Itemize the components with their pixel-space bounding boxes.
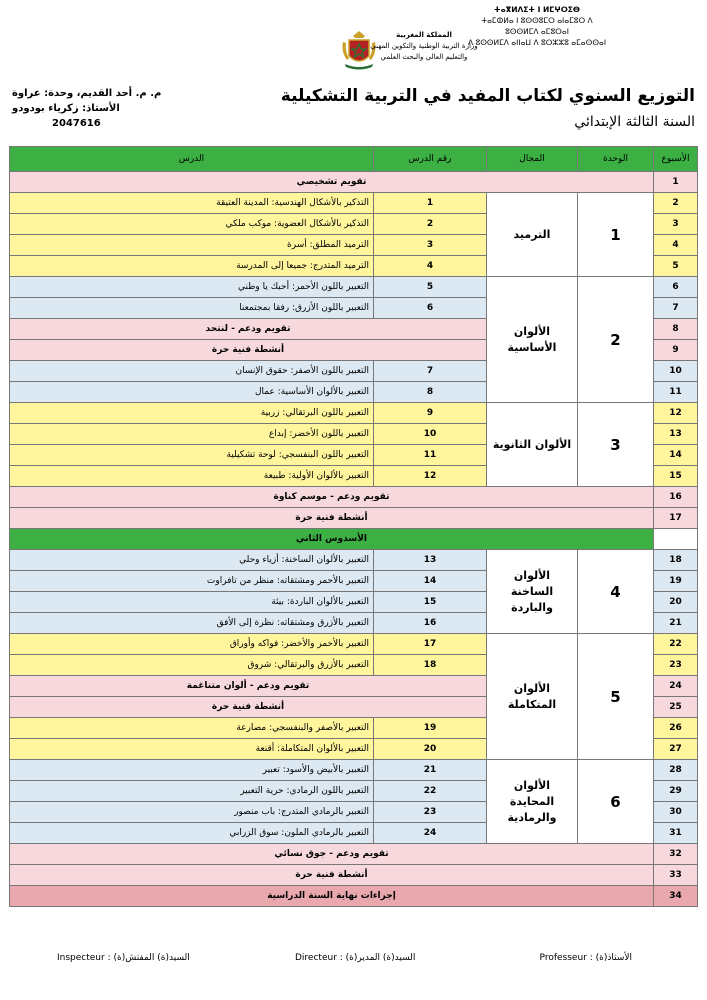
lesson-title: التعبير بالألوان الأولية: طبيعة [10,466,374,487]
table-body [10,172,698,907]
footer-professeur: Professeur : الأستاذ(ة) [539,953,632,963]
footer-directeur: Directeur : السيد(ة) المدير(ة) [295,953,416,963]
table-row [10,844,698,865]
unit-number: 4 [578,550,654,634]
activity-title: تقويم ودعم - ألوان متناغمة [10,676,487,697]
week-number: 16 [654,487,698,508]
lesson-number: 24 [374,823,487,844]
lesson-number: 10 [374,424,487,445]
week-number: 26 [654,718,698,739]
table-row [10,760,698,781]
lesson-title: التعبير باللون الأخضر: إبداع [10,424,374,445]
lesson-number: 23 [374,802,487,823]
lesson-title: التعبير بالأصفر والبنفسجي: مصارعة [10,718,374,739]
table-row [10,277,698,298]
table-row [10,865,698,886]
week-number: 22 [654,634,698,655]
footer-inspecteur: Inspecteur : السيد(ة) المفتش(ة) [57,953,190,963]
lesson-number: 8 [374,382,487,403]
lesson-title: التعبير باللون البنفسجي: لوحة تشكيلية [10,445,374,466]
lesson-title: التذكير بالأشكال الهندسية: المدينة العتيقة [10,193,374,214]
table-row [10,529,698,550]
week-number: 8 [654,319,698,340]
week-number: 34 [654,886,698,907]
week-number: 3 [654,214,698,235]
lesson-title: التعبير بالأحمر ومشتقاته: منظر من تافراوت [10,571,374,592]
row-title: أنشطة فنية حرة [10,865,654,886]
row-title: تقويم تشخيصي [10,172,654,193]
row-title: تقويم ودعم - جوق نسائي [10,844,654,865]
week-number: 31 [654,823,698,844]
week-number: 21 [654,613,698,634]
week-number: 10 [654,361,698,382]
lesson-number: 7 [374,361,487,382]
domain-name: الألوان المتكاملة [487,634,578,760]
lesson-number: 3 [374,235,487,256]
lesson-number: 17 [374,634,487,655]
unit-number: 5 [578,634,654,760]
lesson-title: التعبير بالألوان الباردة: بيئة [10,592,374,613]
lesson-number: 11 [374,445,487,466]
domain-name: الألوان المحايدة والرمادية [487,760,578,844]
week-number: 15 [654,466,698,487]
lesson-number: 22 [374,781,487,802]
lesson-number: 21 [374,760,487,781]
lesson-number: 12 [374,466,487,487]
unit-number: 2 [578,277,654,403]
lesson-title: التعبير بالألوان الأساسية: عمال [10,382,374,403]
lesson-title: التعبير بالرمادي الملون: سوق الزرابي [10,823,374,844]
row-title: الأسدوس الثاني [10,529,654,550]
week-number: 12 [654,403,698,424]
week-number: 25 [654,697,698,718]
week-number: 9 [654,340,698,361]
document-title: التوزيع السنوي لكتاب المفيد في التربية التشكيلية [280,86,695,106]
lesson-title: التعبير باللون الأصفر: حقوق الإنسان [10,361,374,382]
week-number: 14 [654,445,698,466]
table-row [10,193,698,214]
teacher-id: 2047616 [52,118,101,129]
lesson-title: التعبير باللون الرمادي: حرية التعبير [10,781,374,802]
week-number: 6 [654,277,698,298]
week-number: 1 [654,172,698,193]
col-week: الأسبوع [654,147,698,172]
lesson-number: 4 [374,256,487,277]
lesson-number: 1 [374,193,487,214]
lesson-number: 16 [374,613,487,634]
domain-name: الألوان الثانوية [487,403,578,487]
domain-name: الترميد [487,193,578,277]
activity-title: أنشطة فنية حرة [10,697,487,718]
col-unit: الوحدة [578,147,654,172]
week-number: 17 [654,508,698,529]
lesson-title: الترميد المطلق: أسرة [10,235,374,256]
table-row [10,508,698,529]
lesson-number: 2 [374,214,487,235]
annual-distribution-table [9,146,698,907]
col-lesson-no: رقم الدرس [374,147,487,172]
unit-number: 3 [578,403,654,487]
lesson-number: 9 [374,403,487,424]
week-number: 30 [654,802,698,823]
lesson-title: التعبير بالألوان المتكاملة: أقنعة [10,739,374,760]
lesson-title: التعبير بالأزرق ومشتقاته: نظرة إلى الأفق [10,613,374,634]
week-number: 7 [654,298,698,319]
week-number: 2 [654,193,698,214]
table-row [10,634,698,655]
week-number [654,529,698,550]
lesson-number: 18 [374,655,487,676]
table-row [10,550,698,571]
lesson-number: 6 [374,298,487,319]
lesson-title: التعبير باللون الأحمر: أحبك يا وطني [10,277,374,298]
lesson-title: التعبير بالأزرق والبرتقالي: شروق [10,655,374,676]
lesson-title: التعبير باللون البرتقالي: زربية [10,403,374,424]
row-title: أنشطة فنية حرة [10,508,654,529]
week-number: 18 [654,550,698,571]
table-row [10,487,698,508]
week-number: 13 [654,424,698,445]
lesson-number: 5 [374,277,487,298]
domain-name: الألوان الأساسية [487,277,578,403]
domain-name: الألوان الساخنة والباردة [487,550,578,634]
week-number: 19 [654,571,698,592]
week-number: 4 [654,235,698,256]
week-number: 29 [654,781,698,802]
lesson-title: التعبير بالأبيض والأسود: تعبير [10,760,374,781]
lesson-title: التعبير باللون الأزرق: رفقا بمجتمعنا [10,298,374,319]
row-title: تقويم ودعم - موسم كناوة [10,487,654,508]
week-number: 20 [654,592,698,613]
tifinagh-line: ⴷ ⵓⵙⵙⵍⵎⴷ ⴰⵏⵏⴰⵡ ⴷ ⵓⵔⵣⵣⵓ ⴰⵎⴰⵙⵙⴰⵏ [467,38,607,47]
tifinagh-line: ⵜⴰⵎⵀⵍⴰ ⵏ ⵓⵙⵙⵓⵎⵔ ⴰⵏⴰⵎⵓⵔ ⴷ ⵓⵙⵙⵍⵎⴷ ⴰⵎⵓⵔⴰⵏ [481,16,593,36]
arabic-ministry-header [359,30,489,63]
activity-title: أنشطة فنية حرة [10,340,487,361]
table-header-row [10,147,698,172]
lesson-title: التعبير بالرمادي المتدرج: باب منصور [10,802,374,823]
lesson-title: التذكير بالأشكال العضوية: موكب ملكي [10,214,374,235]
lesson-title: التعبير بالأحمر والأخضر: فواكه وأوراق [10,634,374,655]
week-number: 5 [654,256,698,277]
table-row [10,403,698,424]
table-row [10,172,698,193]
unit-number: 1 [578,193,654,277]
col-lesson: الدرس [10,147,374,172]
tifinagh-line: ⵜⴰⴳⵍⴷⵉⵜ ⵏ ⵍⵎⵖⵔⵉⴱ [494,5,580,14]
unit-number: 6 [578,760,654,844]
lesson-number: 20 [374,739,487,760]
lesson-number: 13 [374,550,487,571]
ministry-line: وزارة التربية الوطنية والتكوين المهني [370,42,478,50]
week-number: 27 [654,739,698,760]
week-number: 32 [654,844,698,865]
week-number: 11 [654,382,698,403]
teacher-name: الأستاذ: زكرياء بودودو [12,103,120,114]
activity-title: تقويم ودعم - لنتحد [10,319,487,340]
ministry-line: والتعليم العالي والبحث العلمي [380,53,468,61]
row-title: إجراءات نهاية السنة الدراسية [10,886,654,907]
col-domain: المجال [487,147,578,172]
week-number: 28 [654,760,698,781]
lesson-number: 15 [374,592,487,613]
week-number: 24 [654,676,698,697]
week-number: 33 [654,865,698,886]
school-unit: م. م. أحد القديم، وحدة: عراوة [12,88,162,99]
lesson-number: 14 [374,571,487,592]
lesson-number: 19 [374,718,487,739]
document-subtitle: السنة الثالثة الإبتدائي [574,114,695,130]
week-number: 23 [654,655,698,676]
lesson-title: الترميد المتدرج: جميعا إلى المدرسة [10,256,374,277]
table-row [10,886,698,907]
ministry-line: المملكة المغربية [396,31,452,39]
lesson-title: التعبير بالألوان الساخنة: أزياء وحلي [10,550,374,571]
teacher-info [12,86,212,131]
